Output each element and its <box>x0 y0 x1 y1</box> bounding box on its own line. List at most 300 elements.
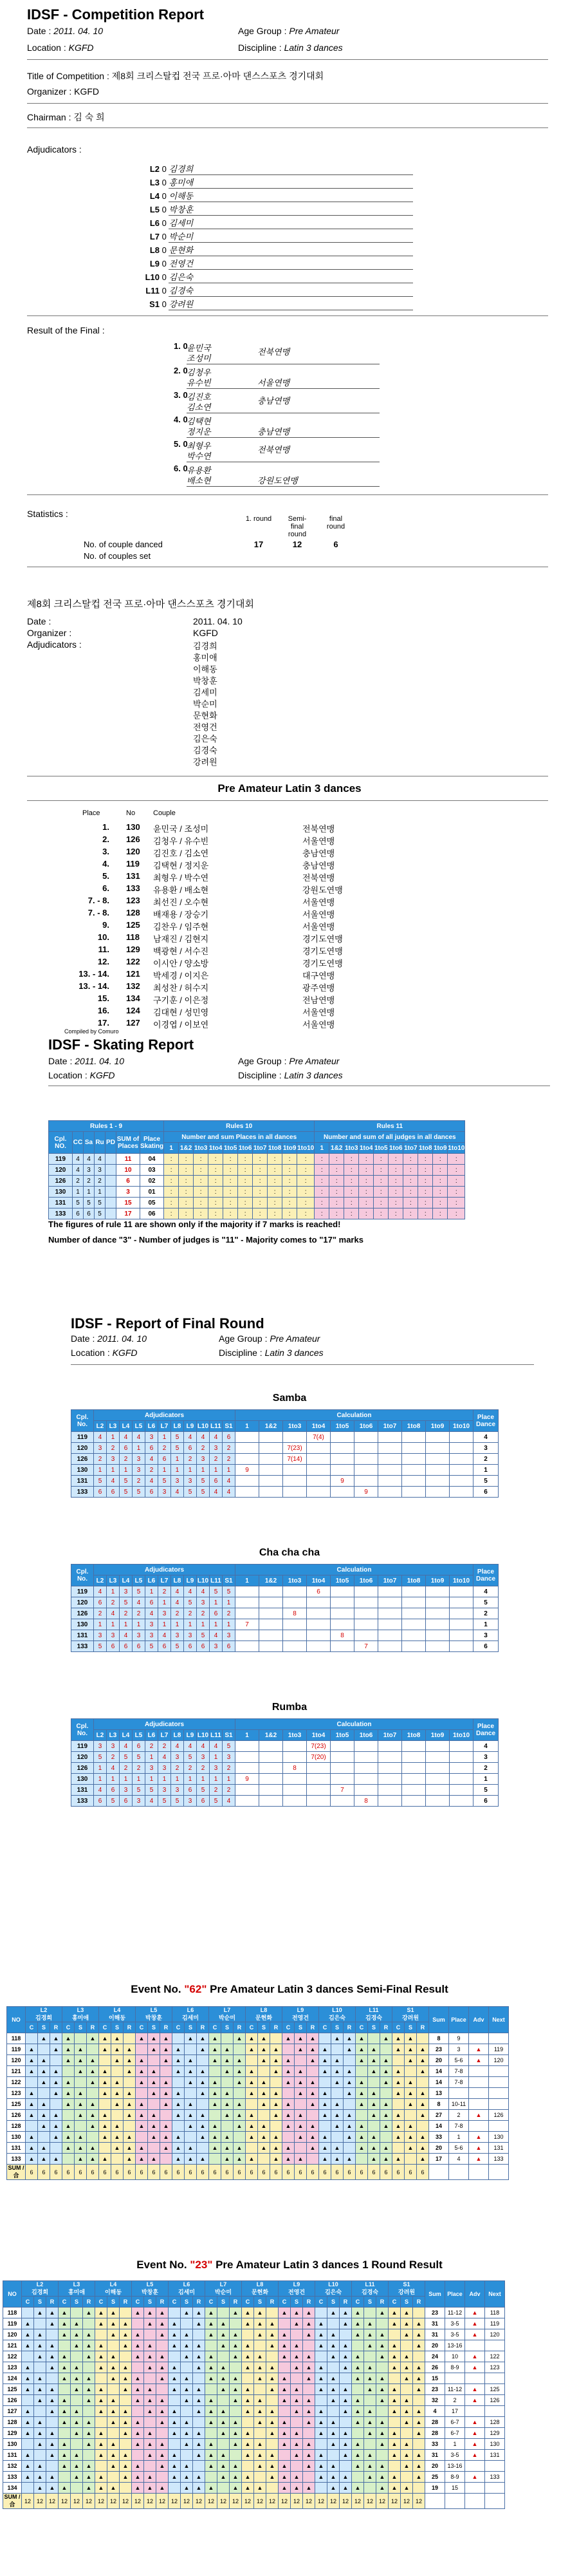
recall-mark: ▲ <box>413 2428 425 2439</box>
couple-sum: 28 <box>425 2417 445 2428</box>
recall-mark: ▲ <box>205 2461 217 2472</box>
dance-col-head: R <box>376 2297 389 2308</box>
calc-cell <box>354 1619 378 1630</box>
sk-discipline-row: Discipline : Latin 3 dances <box>238 1070 343 1080</box>
dance-row <box>71 1641 499 1652</box>
recall-mark <box>340 2417 352 2428</box>
sum-cell: 12 <box>144 2494 156 2509</box>
calc-cell <box>259 1597 283 1608</box>
rule11-cell: : <box>389 1165 403 1176</box>
result-head: Sum <box>429 2007 449 2033</box>
judge-mark: 2 <box>107 1752 120 1763</box>
summary-number: 128 <box>126 908 140 917</box>
recall-mark: ▲ <box>87 2121 99 2132</box>
recall-mark <box>279 2318 291 2329</box>
stat-value: 6 <box>333 540 338 549</box>
calc-cell <box>331 1443 354 1454</box>
judge-mark: 5 <box>171 1432 184 1443</box>
recall-mark: ▲ <box>319 2066 331 2077</box>
recall-mark: ▲ <box>401 2308 413 2318</box>
recall-mark: ▲ <box>34 2384 46 2395</box>
result-head: Adv <box>465 2281 485 2308</box>
recall-mark <box>327 2318 340 2329</box>
recall-mark: ▲ <box>270 2110 282 2121</box>
recall-mark <box>136 2044 148 2055</box>
rule11-cell: : <box>403 1176 418 1187</box>
recall-mark: ▲ <box>401 2329 413 2340</box>
semifinal-table <box>6 2006 509 2180</box>
summary-adjudicator: 박창훈 <box>193 676 217 686</box>
recall-mark: ▲ <box>50 2044 62 2055</box>
couple-number: 134 <box>3 2483 22 2494</box>
sum-cell: 6 <box>356 2165 368 2180</box>
rules-1-9-head: Rules 1 - 9 <box>49 1121 164 1132</box>
recall-mark: ▲ <box>22 2406 34 2417</box>
recall-mark: ▲ <box>217 2428 230 2439</box>
recall-mark: ▲ <box>136 2055 148 2066</box>
recall-mark: ▲ <box>376 2340 389 2351</box>
recall-mark: ▲ <box>319 2143 331 2154</box>
adjudicator-code: L4 <box>149 191 160 201</box>
sum-cell: 6 <box>282 2165 295 2180</box>
judge-mark: 3 <box>120 1586 133 1597</box>
rule10-cell: : <box>208 1198 223 1208</box>
recall-mark <box>234 2132 246 2143</box>
recall-mark: ▲ <box>87 2143 99 2154</box>
recall-mark <box>169 2308 181 2318</box>
recall-mark: ▲ <box>331 2066 344 2077</box>
dance-head-row <box>71 1410 499 1421</box>
recall-mark: ▲ <box>59 2417 71 2428</box>
recall-mark: ▲ <box>417 2110 429 2121</box>
recall-mark <box>295 2099 307 2110</box>
recall-mark: ▲ <box>246 2066 258 2077</box>
judge-mark: 3 <box>197 1752 210 1763</box>
skating-cell: 6 <box>84 1208 95 1219</box>
judge-mark: 5 <box>94 1752 107 1763</box>
couple-place: 13-16 <box>445 2461 465 2472</box>
recall-mark: ▲ <box>111 2099 124 2110</box>
place-col-head: 1to6 <box>238 1143 253 1154</box>
recall-mark: ▲ <box>242 2450 254 2461</box>
dance-col-head: C <box>279 2297 291 2308</box>
couple-number: 120 <box>3 2329 22 2340</box>
adjudicator-row <box>135 284 413 297</box>
judge-mark: 6 <box>120 1443 133 1454</box>
recall-mark: ▲ <box>230 2329 242 2340</box>
first-round-table <box>3 2280 505 2509</box>
rule11-cell: : <box>418 1176 433 1187</box>
calc-cell <box>450 1774 473 1785</box>
dance-place: 2 <box>473 1763 499 1774</box>
recall-mark: ▲ <box>148 2033 160 2044</box>
dance-table <box>71 1718 499 1807</box>
recall-mark <box>242 2461 254 2472</box>
judge-mark: 6 <box>94 1796 107 1807</box>
recall-mark <box>107 2384 120 2395</box>
recall-mark: ▲ <box>181 2417 193 2428</box>
rules-10-sub: Number and sum Places in all dances <box>164 1132 315 1143</box>
recall-mark <box>181 2450 193 2461</box>
recall-mark: ▲ <box>156 2461 169 2472</box>
skating-sum: 17 <box>116 1208 140 1219</box>
recall-mark: ▲ <box>34 2373 46 2384</box>
recall-mark <box>327 2362 340 2373</box>
recall-mark <box>156 2472 169 2483</box>
summary-couple: 최형우 / 박수연 <box>153 873 209 883</box>
grid-row <box>3 2483 505 2494</box>
judge-mark: 2 <box>145 1741 158 1752</box>
couple-next: 118 <box>485 2308 505 2318</box>
skating-cell: 2 <box>95 1176 106 1187</box>
couple-next <box>489 2121 509 2132</box>
recall-mark: ▲ <box>205 2439 217 2450</box>
calc-cell <box>331 1597 354 1608</box>
recall-mark: ▲ <box>376 2439 389 2450</box>
recall-mark <box>217 2483 230 2494</box>
judge-name: 문현화 <box>251 2289 269 2295</box>
recall-mark: ▲ <box>392 2154 405 2165</box>
dance-place: 3 <box>473 1630 499 1641</box>
couple-advance: ▲ <box>465 2417 485 2428</box>
recall-mark <box>221 2121 234 2132</box>
recall-mark <box>156 2428 169 2439</box>
adjudicator-sep: 0 <box>160 286 169 296</box>
recall-mark: ▲ <box>95 2362 107 2373</box>
couple-number: 120 <box>71 1752 94 1763</box>
judge-mark: 4 <box>197 1432 210 1443</box>
judge-mark: 6 <box>184 1443 197 1454</box>
couple-number: 132 <box>3 2461 22 2472</box>
recall-mark: ▲ <box>160 2044 172 2055</box>
calc-head: Calculation <box>235 1719 473 1730</box>
recall-mark: ▲ <box>38 2143 50 2154</box>
judge-head <box>356 2007 392 2022</box>
judge-mark: 3 <box>133 1454 145 1465</box>
rule10-cell: : <box>253 1208 268 1219</box>
recall-mark: ▲ <box>307 2077 319 2088</box>
recall-mark: ▲ <box>160 2077 172 2088</box>
recall-mark: ▲ <box>87 2055 99 2066</box>
skating-cell: 120 <box>49 1165 73 1176</box>
grid-row <box>7 2154 509 2165</box>
recall-mark: ▲ <box>405 2132 417 2143</box>
recall-mark: ▲ <box>266 2384 279 2395</box>
recall-mark <box>62 2066 75 2077</box>
place-col-head: 1 <box>164 1143 179 1154</box>
recall-mark <box>87 2132 99 2143</box>
sum-cell: 6 <box>136 2165 148 2180</box>
sum-cell: 6 <box>185 2165 197 2180</box>
recall-mark <box>258 2154 270 2165</box>
recall-mark: ▲ <box>185 2055 197 2066</box>
judge-head <box>246 2007 282 2022</box>
recall-mark: ▲ <box>160 2033 172 2044</box>
recall-mark: ▲ <box>197 2066 209 2077</box>
recall-mark: ▲ <box>405 2143 417 2154</box>
recall-mark: ▲ <box>95 2406 107 2417</box>
recall-mark: ▲ <box>327 2461 340 2472</box>
couple-number: 119 <box>71 1432 94 1443</box>
recall-mark: ▲ <box>254 2351 266 2362</box>
calc-col-head: 1to9 <box>426 1730 450 1741</box>
judge-mark: 3 <box>223 1752 235 1763</box>
recall-mark: ▲ <box>95 2340 107 2351</box>
calc-cell: 7 <box>331 1785 354 1796</box>
recall-mark: ▲ <box>389 2362 401 2373</box>
calc-cell <box>235 1454 259 1465</box>
recall-mark: ▲ <box>258 2055 270 2066</box>
recall-mark: ▲ <box>364 2329 376 2340</box>
recall-mark: ▲ <box>234 2143 246 2154</box>
couple-sum: 31 <box>425 2329 445 2340</box>
dance-head-row <box>71 1421 499 1432</box>
couple-number: 130 <box>71 1774 94 1785</box>
recall-mark: ▲ <box>185 2066 197 2077</box>
recall-mark <box>169 2439 181 2450</box>
dance-col-head: R <box>197 2022 209 2033</box>
recall-mark: ▲ <box>144 2450 156 2461</box>
recall-mark: ▲ <box>75 2154 87 2165</box>
calc-cell <box>283 1774 307 1785</box>
recall-mark: ▲ <box>217 2373 230 2384</box>
recall-mark: ▲ <box>46 2318 59 2329</box>
adjudicators-head: Adjudicators <box>94 1410 235 1421</box>
recall-mark: ▲ <box>87 2077 99 2088</box>
dance-col-head: C <box>95 2297 107 2308</box>
judge-mark: 1 <box>145 1752 158 1763</box>
recall-mark <box>217 2351 230 2362</box>
skating-cell <box>106 1176 116 1187</box>
adjudicators-head: Adjudicators <box>94 1719 235 1730</box>
adjudicator-name: 이해동 <box>169 189 413 202</box>
recall-mark: ▲ <box>46 2428 59 2439</box>
grid-row <box>3 2395 505 2406</box>
recall-mark: ▲ <box>405 2055 417 2066</box>
calc-cell <box>402 1630 426 1641</box>
recall-mark: ▲ <box>83 2461 95 2472</box>
divider <box>27 315 548 316</box>
couple-sum: 14 <box>429 2121 449 2132</box>
summary-club: 광주연맹 <box>302 983 335 993</box>
couple-advance: ▲ <box>465 2362 485 2373</box>
dance-place: 5 <box>473 1785 499 1796</box>
dance-col-head: S <box>75 2022 87 2033</box>
recall-mark: ▲ <box>181 2461 193 2472</box>
couple-number: 124 <box>3 2373 22 2384</box>
judge-col-head: L8 <box>171 1730 184 1741</box>
recall-mark: ▲ <box>413 2417 425 2428</box>
skating-row <box>49 1154 465 1165</box>
recall-mark: ▲ <box>38 2099 50 2110</box>
recall-mark <box>107 2340 120 2351</box>
rule11-cell: : <box>359 1165 374 1176</box>
couple-next: 126 <box>485 2395 505 2406</box>
recall-mark: ▲ <box>234 2033 246 2044</box>
cr-competition-title: 제8회 크리스탈컵 전국 프로·아마 댄스스포츠 경기대회 <box>111 71 324 81</box>
dance-col-head: R <box>124 2022 136 2033</box>
couple-number: 118 <box>3 2308 22 2318</box>
skating-cell: 6 <box>73 1208 84 1219</box>
dance-table <box>71 1409 499 1498</box>
rule10-cell: : <box>282 1154 297 1165</box>
recall-mark: ▲ <box>279 2340 291 2351</box>
rule11-cell: : <box>344 1187 359 1198</box>
judge-mark: 4 <box>158 1752 171 1763</box>
recall-mark: ▲ <box>258 2044 270 2055</box>
judge-mark: 4 <box>120 1630 133 1641</box>
sum-cell: 12 <box>279 2494 291 2509</box>
recall-mark: ▲ <box>364 2450 376 2461</box>
judge-mark: 4 <box>223 1487 235 1498</box>
recall-mark: ▲ <box>75 2143 87 2154</box>
cr-location: KGFD <box>68 42 94 53</box>
calc-col-head: 1to8 <box>402 1730 426 1741</box>
recall-mark: ▲ <box>205 2483 217 2494</box>
recall-mark: ▲ <box>340 2308 352 2318</box>
calc-col-head: 1to7 <box>378 1730 402 1741</box>
judge-code: L10 <box>328 2281 338 2288</box>
recall-mark: ▲ <box>111 2121 124 2132</box>
recall-mark: ▲ <box>401 2373 413 2384</box>
judge-col-head: L2 <box>94 1421 107 1432</box>
judge-col-head: L11 <box>210 1575 223 1586</box>
recall-mark: ▲ <box>376 2351 389 2362</box>
recall-mark: ▲ <box>392 2077 405 2088</box>
judge-mark: 4 <box>107 1608 120 1619</box>
recall-mark: ▲ <box>59 2329 71 2340</box>
recall-mark: ▲ <box>364 2428 376 2439</box>
rule11-cell: : <box>374 1154 389 1165</box>
recall-mark: ▲ <box>282 2154 295 2165</box>
recall-mark: ▲ <box>392 2088 405 2099</box>
recall-mark: ▲ <box>389 2450 401 2461</box>
couple-number: 127 <box>3 2406 22 2417</box>
recall-mark <box>156 2384 169 2395</box>
couple-place: 5-6 <box>449 2055 469 2066</box>
summary-club: 전남연맹 <box>302 995 335 1005</box>
recall-mark: ▲ <box>234 2077 246 2088</box>
calc-cell <box>235 1630 259 1641</box>
recall-mark <box>413 2308 425 2318</box>
result-place: 3. 0 <box>174 390 188 400</box>
recall-mark <box>380 2044 392 2055</box>
recall-mark: ▲ <box>111 2055 124 2066</box>
rule10-cell: : <box>238 1187 253 1198</box>
recall-mark <box>46 2373 59 2384</box>
judge-col-head: L6 <box>145 1575 158 1586</box>
recall-mark <box>148 2055 160 2066</box>
recall-mark: ▲ <box>205 2417 217 2428</box>
recall-mark: ▲ <box>95 2450 107 2461</box>
recall-mark <box>197 2099 209 2110</box>
stat-value: 12 <box>292 540 302 549</box>
skating-cell <box>106 1187 116 1198</box>
sum-cell: 12 <box>254 2494 266 2509</box>
judge-mark: 6 <box>133 1741 145 1752</box>
couple-advance: ▲ <box>465 2384 485 2395</box>
calc-cell <box>259 1785 283 1796</box>
judge-mark: 6 <box>223 1641 235 1652</box>
judge-mark: 4 <box>184 1432 197 1443</box>
judge-mark: 6 <box>197 1641 210 1652</box>
couple-number: 130 <box>7 2132 26 2143</box>
calc-cell <box>450 1487 473 1498</box>
judge-name: 김은숙 <box>324 2289 342 2295</box>
recall-mark: ▲ <box>356 2143 368 2154</box>
recall-mark <box>172 2121 185 2132</box>
recall-mark: ▲ <box>389 2406 401 2417</box>
recall-mark <box>319 2077 331 2088</box>
recall-mark <box>279 2362 291 2373</box>
dance-col-head: R <box>340 2297 352 2308</box>
sum-cell: 6 <box>160 2165 172 2180</box>
recall-mark <box>120 2351 132 2362</box>
judge-col-head: L2 <box>94 1730 107 1741</box>
recall-mark: ▲ <box>291 2318 303 2329</box>
recall-mark: ▲ <box>270 2055 282 2066</box>
recall-mark: ▲ <box>266 2406 279 2417</box>
rule10-cell: : <box>208 1208 223 1219</box>
skating-place: 05 <box>140 1198 164 1208</box>
judge-head <box>279 2281 315 2297</box>
recall-mark: ▲ <box>26 2154 38 2165</box>
recall-mark: ▲ <box>380 2077 392 2088</box>
recall-mark: ▲ <box>327 2483 340 2494</box>
recall-mark <box>266 2395 279 2406</box>
recall-mark: ▲ <box>266 2362 279 2373</box>
recall-mark: ▲ <box>38 2154 50 2165</box>
sum-cell: 6 <box>234 2165 246 2180</box>
recall-mark <box>193 2417 205 2428</box>
recall-mark <box>120 2308 132 2318</box>
calc-cell <box>331 1641 354 1652</box>
place-dance-head: Place Dance <box>473 1719 499 1741</box>
dance-row <box>71 1774 499 1785</box>
recall-mark: ▲ <box>34 2439 46 2450</box>
sum-cell: 12 <box>217 2494 230 2509</box>
recall-mark: ▲ <box>217 2461 230 2472</box>
recall-mark <box>160 2154 172 2165</box>
summary-adjudicator: 김은숙 <box>193 734 217 744</box>
rule11-cell: : <box>433 1208 448 1219</box>
calc-cell <box>378 1465 402 1476</box>
recall-mark: ▲ <box>389 2340 401 2351</box>
judge-mark: 3 <box>210 1443 223 1454</box>
recall-mark: ▲ <box>181 2373 193 2384</box>
calc-cell <box>402 1774 426 1785</box>
calc-cell <box>402 1763 426 1774</box>
recall-mark: ▲ <box>50 2077 62 2088</box>
judge-mark: 4 <box>133 1597 145 1608</box>
recall-mark <box>295 2055 307 2066</box>
calc-cell <box>354 1476 378 1487</box>
judge-mark: 5 <box>120 1752 133 1763</box>
judge-col-head: L8 <box>171 1575 184 1586</box>
recall-mark: ▲ <box>242 2472 254 2483</box>
recall-mark <box>279 2450 291 2461</box>
summary-number: 133 <box>126 883 140 893</box>
recall-mark: ▲ <box>22 2373 34 2384</box>
rule10-cell: : <box>253 1187 268 1198</box>
recall-mark: ▲ <box>111 2044 124 2055</box>
sum-cell: 6 <box>38 2165 50 2180</box>
recall-mark: ▲ <box>401 2362 413 2373</box>
judge-mark: 4 <box>120 1741 133 1752</box>
couple-number: 118 <box>7 2033 26 2044</box>
recall-mark <box>380 2088 392 2099</box>
judge-col-head: L3 <box>107 1421 120 1432</box>
